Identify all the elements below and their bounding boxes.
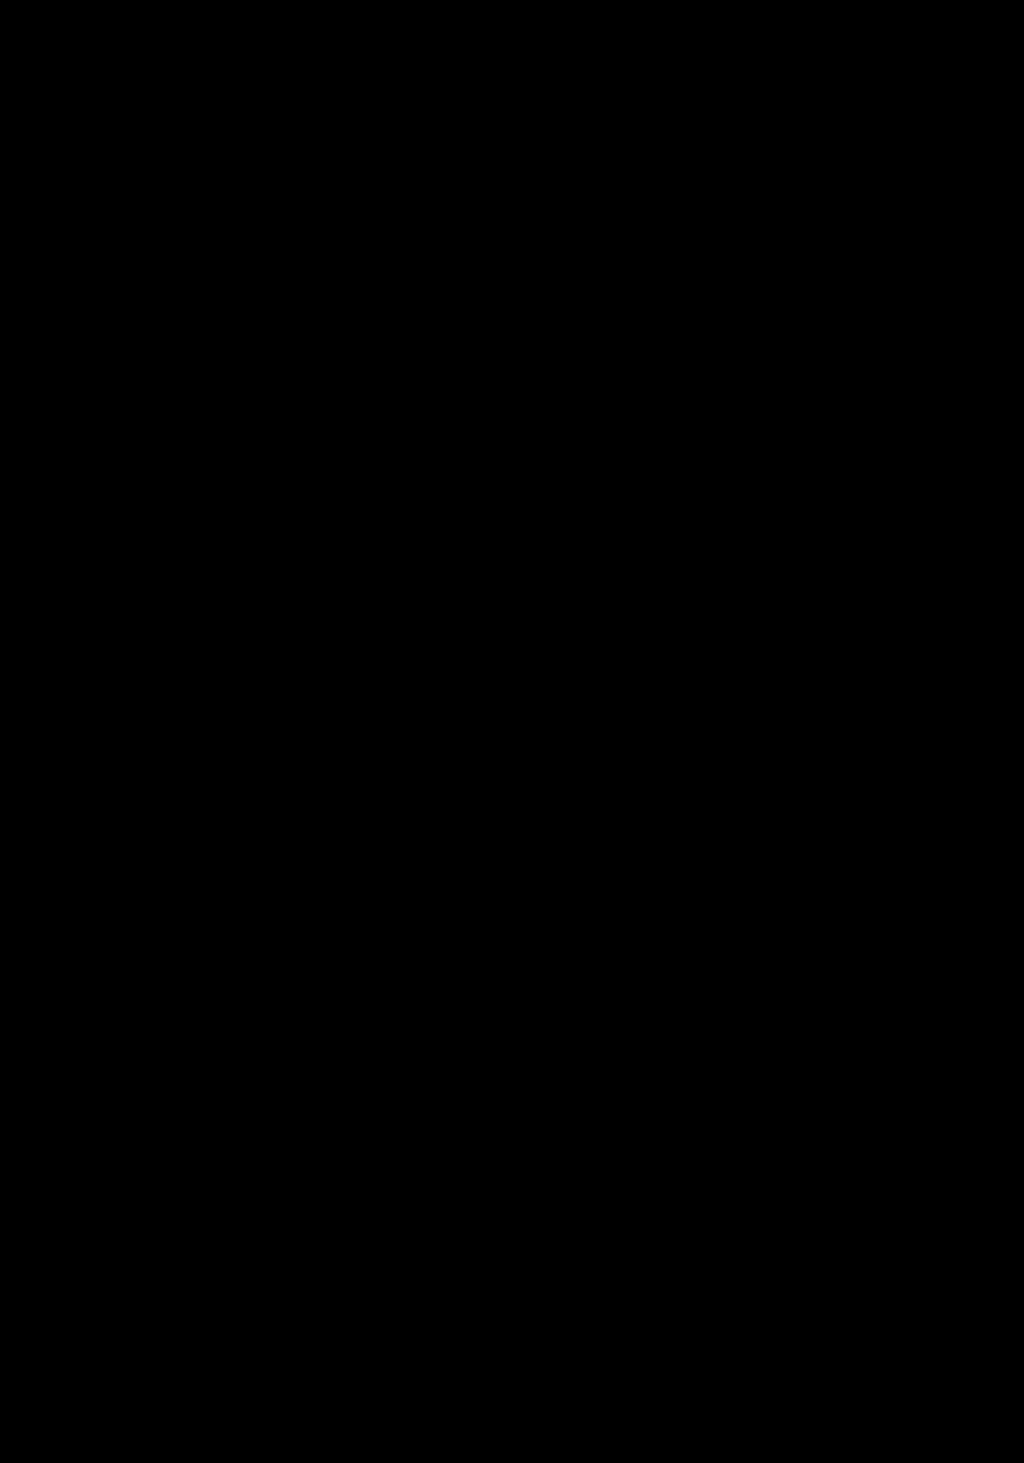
list-item bbox=[175, 998, 875, 1025]
tail-block bbox=[130, 1089, 875, 1115]
list-item bbox=[130, 1247, 875, 1274]
paragraph: Τα κυριότερα χαρακτηριστικά του προσωπικού που μελετάμε με την βοήθεια της απογραφής είναι : bbox=[130, 841, 875, 888]
list-item bbox=[175, 1025, 875, 1052]
paragraph: Όταν οι παρατηρήσεις προκύπτουν από όλες τις στατιστικές μονάδες του πληθυσμού η έρευνα χαρακτηρίζεται ως απογραφή. Έτσι, η απογραφή συνίσταται στην συγκέντρωση στοιχείων για το προσωπικό των Δήμων και των Δημοτικών Επιχειρήσεων. bbox=[130, 762, 875, 835]
list-item bbox=[175, 971, 875, 998]
running-header-line-2: ΤΩΝ ΔΗΜΟΤΙΚΩΝ ΕΠΙΧΕΙΡΗΣΕΩΝ ΑΥΤΩΝ. bbox=[324, 67, 656, 84]
section-number: 2.2 bbox=[130, 171, 165, 202]
list-item-number: 3 . bbox=[130, 1276, 160, 1303]
subsection-number: 2.2.1 bbox=[130, 490, 178, 516]
advantages-list bbox=[130, 1192, 875, 1304]
section-intro bbox=[130, 278, 875, 384]
page-number: 15 bbox=[910, 48, 925, 64]
list-item-text: Η σύνθεση του προσωπικού κατά ηλικία. bbox=[184, 974, 466, 994]
list-item bbox=[175, 1052, 875, 1079]
bullet-icon: • bbox=[175, 974, 182, 994]
subsection-title: Δειγματοληψία - απογραφή. bbox=[184, 490, 461, 516]
list-item-text: Προσφέρει εκτιμήσεις ή προβλέψεις πολύ κοντά στην πραγματικότητα. bbox=[166, 1278, 668, 1299]
bullet-icon: • bbox=[175, 1028, 182, 1048]
list-item-text: Δεν απαιτεί μεγάλο κόστος , ενώ παράλληλα έχουμε σημαντική οικονομία στο χρόνο. bbox=[166, 1250, 769, 1270]
list-item-text: Η εκπαίδευση. bbox=[184, 1028, 285, 1048]
list-item-number: 2 . bbox=[130, 1247, 160, 1274]
list-item-text: Η σύνθεση του προσωπικού κατά φύλο. bbox=[184, 1001, 457, 1021]
list-item bbox=[130, 1192, 875, 1245]
intro-paragraph: Μετά τον σχεδιασμό της στατιστικής ερευνάς ακολουθεί η συλλογή των στατιστικών στοιχείων, δηλαδή η συλλογή των παρατηρήσεων που αναφέρονται στις μεταβλητές ως προς τις οποίες εξετάζουμε τον πληθυσμό. Οι σπουδαιότερες μέθοδοι για την παραπάνω διαδικασία είναι η απογραφή, η δειγματοληπτική μέθοδος και η μέθοδος των συνεχών εγγραφών. bbox=[130, 281, 875, 381]
header-rule-bottom bbox=[120, 95, 875, 96]
header-rule-top bbox=[120, 39, 875, 40]
subsection-heading bbox=[130, 488, 461, 518]
list-item-text: Επειδή ο αριθμός των στατιστικών μονάδων ( προσωπικό ) και το πλήθος των πληροφοριών είναι μικρό η δημοσίευση των στοιχείων περιλαμβάνει το συνολικό αποτέλεσμα και όχι δείγμα αυτού. bbox=[166, 1195, 852, 1242]
list-item-number: 1 . bbox=[130, 1192, 160, 1219]
running-header-line-1: ΣΤΑΤΙΣΤΙΚΗ ΑΝΑΛΥΣΗ ΤΩΝ ΔΗΜΩΝ ΜΕΤΑΜΟΡΦΩΣΗΣ - ΑΜΑΡΟΥΣΙΟΥ ΚΑΙ bbox=[198, 46, 782, 63]
paragraph: Η δειγματοληψία αποτελεί αυτοτελή ξεχωριστό κλάδο της Στατιστικής επιστήμης με μεγάλη ανάπτυξη κατά τα τελευταία 40 χρόνια, ώστε να προσφέρει εκτιμήσεις ή προβλέψεις πολύ κοντά στην πραγματικότητα, εφόσον βέβαια διενεργείται με σύγχρονους μεθόδους. bbox=[130, 682, 875, 756]
section-title: Μέθοδοι συλλογής στατιστικών στοιχείων. bbox=[172, 171, 657, 202]
bullet-icon: • bbox=[175, 1001, 182, 1021]
advantages-title: Τα πλεονεκτήματα της απογραφής εντοπίζονται στα εξης : bbox=[185, 1168, 631, 1188]
bullet-icon: • bbox=[175, 1055, 182, 1075]
running-header bbox=[130, 44, 850, 86]
list-item bbox=[130, 1276, 875, 1303]
characteristics-list bbox=[175, 971, 875, 1079]
paragraph: Όταν οι παρατηρήσεις προκύπτουν από ένα υποσύνολο του αρχικού πληθυσμού με σκοπό την γενίκευση των συμπερασμάτων της περιορισμένης αυτής έρευνας για ολόκληρο τον πληθυσμό, τότε η έρευνα ονομάζεται δειγματοληψία και το εξεταζόμενο υποσύνολο δείγμα. bbox=[130, 603, 875, 676]
list-item-text: Και οι χρηματικες απολαβές τους. bbox=[184, 1055, 418, 1075]
tail-paragraph: Βέβαια, η παραπάνω μέθοδος έχει ορισμένα πλεονεκτήματα αλλά και ορισμένα μειονεκτήματα. Έτσι : bbox=[130, 1092, 851, 1112]
section-heading bbox=[130, 170, 656, 204]
subsection-body bbox=[130, 600, 875, 892]
